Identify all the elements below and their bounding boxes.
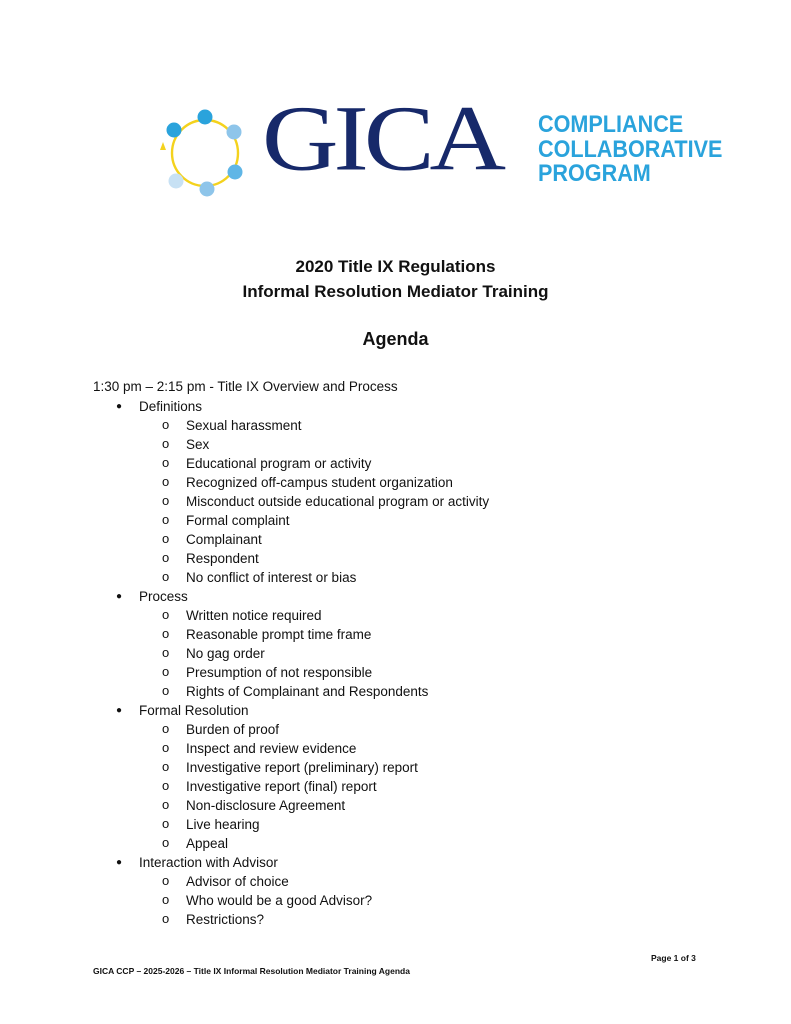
agenda-topic-label: Definitions xyxy=(139,399,203,414)
page-number: Page 1 of 3 xyxy=(651,953,696,963)
circle-bullet-icon: o xyxy=(162,835,170,850)
agenda-subitem xyxy=(0,492,791,511)
circle-bullet-icon: o xyxy=(162,569,170,584)
agenda-subitem xyxy=(0,568,791,587)
agenda-subitem-label: Sexual harassment xyxy=(186,418,302,433)
agenda-subitem-label: Sex xyxy=(186,437,210,452)
circle-bullet-icon: o xyxy=(162,607,170,622)
agenda-topic xyxy=(0,397,791,416)
circle-bullet-icon: o xyxy=(162,873,170,888)
agenda-subitem xyxy=(0,891,791,910)
circle-bullet-icon: o xyxy=(162,626,170,641)
agenda-subitem-label: Educational program or activity xyxy=(186,456,372,471)
agenda-subitem-label: Non-disclosure Agreement xyxy=(186,798,346,813)
agenda-subitem xyxy=(0,530,791,549)
agenda-subitem xyxy=(0,796,791,815)
circle-bullet-icon: o xyxy=(162,474,170,489)
agenda-subitem-label: Restrictions? xyxy=(186,912,265,927)
agenda-subitem xyxy=(0,625,791,644)
circle-bullet-icon: o xyxy=(162,816,170,831)
bullet-icon: ● xyxy=(116,401,123,412)
agenda-subitem-label: Formal complaint xyxy=(186,513,290,528)
agenda-subitem-label: No conflict of interest or bias xyxy=(186,570,357,585)
agenda-topic xyxy=(0,701,791,720)
logo-tagline xyxy=(538,113,743,187)
circle-bullet-icon: o xyxy=(162,740,170,755)
circle-bullet-icon: o xyxy=(162,512,170,527)
agenda-topic-label: Interaction with Advisor xyxy=(139,855,278,870)
agenda-subitem-label: Inspect and review evidence xyxy=(186,741,357,756)
bullet-icon: ● xyxy=(116,591,123,602)
agenda-subitem-label: Advisor of choice xyxy=(186,874,289,889)
circle-bullet-icon: o xyxy=(162,911,170,926)
agenda-subitem xyxy=(0,473,791,492)
agenda-list xyxy=(0,397,791,929)
agenda-subitem-label: Live hearing xyxy=(186,817,260,832)
agenda-subitem xyxy=(0,454,791,473)
circle-bullet-icon: o xyxy=(162,797,170,812)
agenda-subitem xyxy=(0,435,791,454)
document-title xyxy=(0,254,791,304)
agenda-topic xyxy=(0,587,791,606)
agenda-subitem-label: Appeal xyxy=(186,836,229,851)
agenda-subitem xyxy=(0,644,791,663)
agenda-subitem xyxy=(0,720,791,739)
logo-wordmark: GICA xyxy=(262,86,502,190)
agenda-subitem xyxy=(0,777,791,796)
agenda-subitem xyxy=(0,910,791,929)
agenda-subitem-label: Investigative report (preliminary) report xyxy=(186,760,418,775)
circle-bullet-icon: o xyxy=(162,531,170,546)
circle-bullet-icon: o xyxy=(162,417,170,432)
circle-bullet-icon: o xyxy=(162,493,170,508)
circle-bullet-icon: o xyxy=(162,645,170,660)
logo-tagline-line: COLLABORATIVE xyxy=(538,135,723,163)
agenda-subitem-label: Rights of Complainant and Respondents xyxy=(186,684,429,699)
circle-bullet-icon: o xyxy=(162,436,170,451)
title-line-1: 2020 Title IX Regulations xyxy=(295,257,496,276)
bullet-icon: ● xyxy=(116,705,123,716)
circle-bullet-icon: o xyxy=(162,550,170,565)
agenda-subitem-label: Who would be a good Advisor? xyxy=(186,893,373,908)
agenda-subitem xyxy=(0,739,791,758)
agenda-heading: Agenda xyxy=(362,329,429,349)
circle-bullet-icon: o xyxy=(162,892,170,907)
agenda-subitem-label: No gag order xyxy=(186,646,265,661)
circle-bullet-icon: o xyxy=(162,664,170,679)
agenda-subitem xyxy=(0,606,791,625)
agenda-subitem-label: Written notice required xyxy=(186,608,322,623)
circle-bullet-icon: o xyxy=(162,778,170,793)
agenda-subitem xyxy=(0,872,791,891)
agenda-subitem-label: Burden of proof xyxy=(186,722,280,737)
agenda-subitem-label: Investigative report (final) report xyxy=(186,779,377,794)
circle-bullet-icon: o xyxy=(162,721,170,736)
agenda-subitem-label: Complainant xyxy=(186,532,262,547)
session-time-heading: 1:30 pm – 2:15 pm - Title IX Overview and Process xyxy=(93,379,398,394)
agenda-subitem-label: Respondent xyxy=(186,551,259,566)
footer-text: GICA CCP – 2025-2026 – Title IX Informal Resolution Mediator Training Agenda xyxy=(93,966,410,976)
title-line-2: Informal Resolution Mediator Training xyxy=(242,282,549,301)
agenda-subitem xyxy=(0,758,791,777)
circle-bullet-icon: o xyxy=(162,683,170,698)
agenda-subitem-label: Misconduct outside educational program or activity xyxy=(186,494,490,509)
agenda-subitem xyxy=(0,549,791,568)
circle-bullet-icon: o xyxy=(162,759,170,774)
agenda-topic-label: Process xyxy=(139,589,188,604)
logo-tagline-line: COMPLIANCE xyxy=(538,111,684,138)
circle-bullet-icon: o xyxy=(162,455,170,470)
agenda-subitem xyxy=(0,663,791,682)
logo-ring-icon xyxy=(155,104,249,200)
agenda-subitem xyxy=(0,815,791,834)
agenda-subitem xyxy=(0,682,791,701)
agenda-topic-label: Formal Resolution xyxy=(139,703,249,718)
agenda-topic xyxy=(0,853,791,872)
agenda-subitem xyxy=(0,511,791,530)
agenda-subitem xyxy=(0,834,791,853)
agenda-subitem-label: Recognized off-campus student organization xyxy=(186,475,453,490)
gica-logo xyxy=(155,86,735,204)
agenda-subitem xyxy=(0,416,791,435)
agenda-subitem-label: Presumption of not responsible xyxy=(186,665,373,680)
logo-tagline-line: PROGRAM xyxy=(538,160,651,187)
agenda-subitem-label: Reasonable prompt time frame xyxy=(186,627,372,642)
bullet-icon: ● xyxy=(116,857,123,868)
